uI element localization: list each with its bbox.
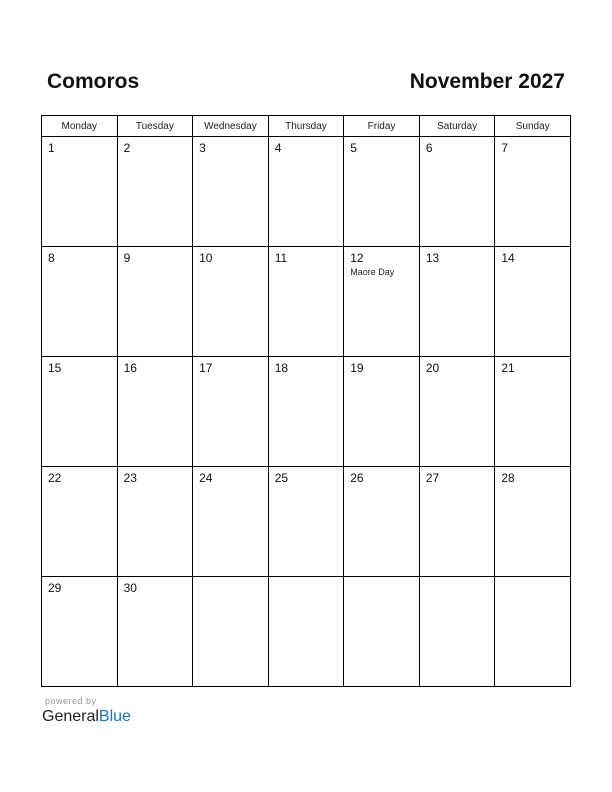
month-title: November 2027 <box>409 70 565 93</box>
weekday-wednesday: Wednesday <box>193 116 269 137</box>
weekday-header-row <box>42 116 571 137</box>
day-number <box>495 577 570 582</box>
day-number: 23 <box>123 471 137 485</box>
weekday-sunday: Sunday <box>495 116 571 137</box>
day-number: 1 <box>48 141 55 155</box>
weekday-thursday: Thursday <box>268 116 344 137</box>
day-cell <box>419 247 495 357</box>
weekday-tuesday: Tuesday <box>117 116 193 137</box>
weekday-saturday: Saturday <box>419 116 495 137</box>
day-number: 12 <box>350 251 364 265</box>
weekday-friday: Friday <box>344 116 420 137</box>
day-cell <box>193 137 269 247</box>
week-row <box>42 467 571 577</box>
day-number: 18 <box>274 361 289 375</box>
day-cell <box>344 137 420 247</box>
day-number: 17 <box>199 361 213 375</box>
day-cell <box>495 467 571 577</box>
day-cell <box>419 357 495 467</box>
powered-by-text: powered by <box>45 696 97 706</box>
day-number: 20 <box>425 361 440 375</box>
day-number: 10 <box>199 251 213 265</box>
country-title: Comoros <box>47 70 140 93</box>
day-cell <box>193 467 269 577</box>
week-row <box>42 247 571 357</box>
day-cell-holiday <box>344 247 420 357</box>
day-cell <box>42 137 118 247</box>
empty-day-cell <box>268 577 344 687</box>
generalblue-logo[interactable] <box>42 708 131 726</box>
day-cell <box>42 467 118 577</box>
day-number: 24 <box>199 471 213 485</box>
brand-blue: Blue <box>98 708 131 725</box>
week-row <box>42 137 571 247</box>
day-number: 6 <box>425 141 433 155</box>
day-cell <box>42 247 118 357</box>
day-cell <box>193 247 269 357</box>
day-cell <box>42 357 118 467</box>
day-cell <box>268 467 344 577</box>
week-row <box>42 577 571 687</box>
day-number: 22 <box>48 471 62 485</box>
holiday-label: Maore Day <box>350 267 395 277</box>
day-cell <box>117 247 193 357</box>
day-cell <box>268 137 344 247</box>
day-cell <box>495 357 571 467</box>
day-number: 16 <box>123 361 137 375</box>
day-number <box>193 577 268 582</box>
day-number: 27 <box>425 471 440 485</box>
day-cell <box>117 357 193 467</box>
day-number: 15 <box>48 361 62 375</box>
day-cell <box>117 577 193 687</box>
day-cell <box>419 467 495 577</box>
day-number <box>344 577 419 582</box>
day-number: 8 <box>48 251 55 265</box>
weekday-monday: Monday <box>42 116 118 137</box>
empty-day-cell <box>344 577 420 687</box>
day-number: 30 <box>123 581 137 595</box>
day-cell <box>419 137 495 247</box>
day-cell <box>117 467 193 577</box>
day-cell <box>495 137 571 247</box>
day-number <box>420 577 495 582</box>
empty-day-cell <box>419 577 495 687</box>
day-number: 29 <box>48 581 62 595</box>
day-number: 2 <box>123 141 131 155</box>
brand-general: General <box>42 708 99 725</box>
day-cell <box>268 247 344 357</box>
day-number: 3 <box>199 141 206 155</box>
day-number: 28 <box>501 471 515 485</box>
empty-day-cell <box>193 577 269 687</box>
day-cell <box>117 137 193 247</box>
day-cell <box>495 247 571 357</box>
empty-day-cell <box>495 577 571 687</box>
calendar-grid <box>41 115 571 687</box>
day-number: 7 <box>501 141 509 155</box>
day-cell <box>193 357 269 467</box>
footer-branding <box>42 696 131 726</box>
day-number: 25 <box>274 471 289 485</box>
day-cell <box>344 467 420 577</box>
day-number <box>269 577 344 582</box>
day-number: 9 <box>123 251 131 265</box>
week-row <box>42 357 571 467</box>
day-cell <box>268 357 344 467</box>
day-number: 14 <box>501 251 515 265</box>
day-number: 13 <box>425 251 440 265</box>
day-number: 26 <box>350 471 364 485</box>
day-number: 11 <box>274 251 288 265</box>
day-cell <box>344 357 420 467</box>
day-number: 21 <box>501 361 515 375</box>
day-number: 5 <box>350 141 357 155</box>
day-number: 19 <box>350 361 364 375</box>
day-number: 4 <box>274 141 282 155</box>
day-cell <box>42 577 118 687</box>
